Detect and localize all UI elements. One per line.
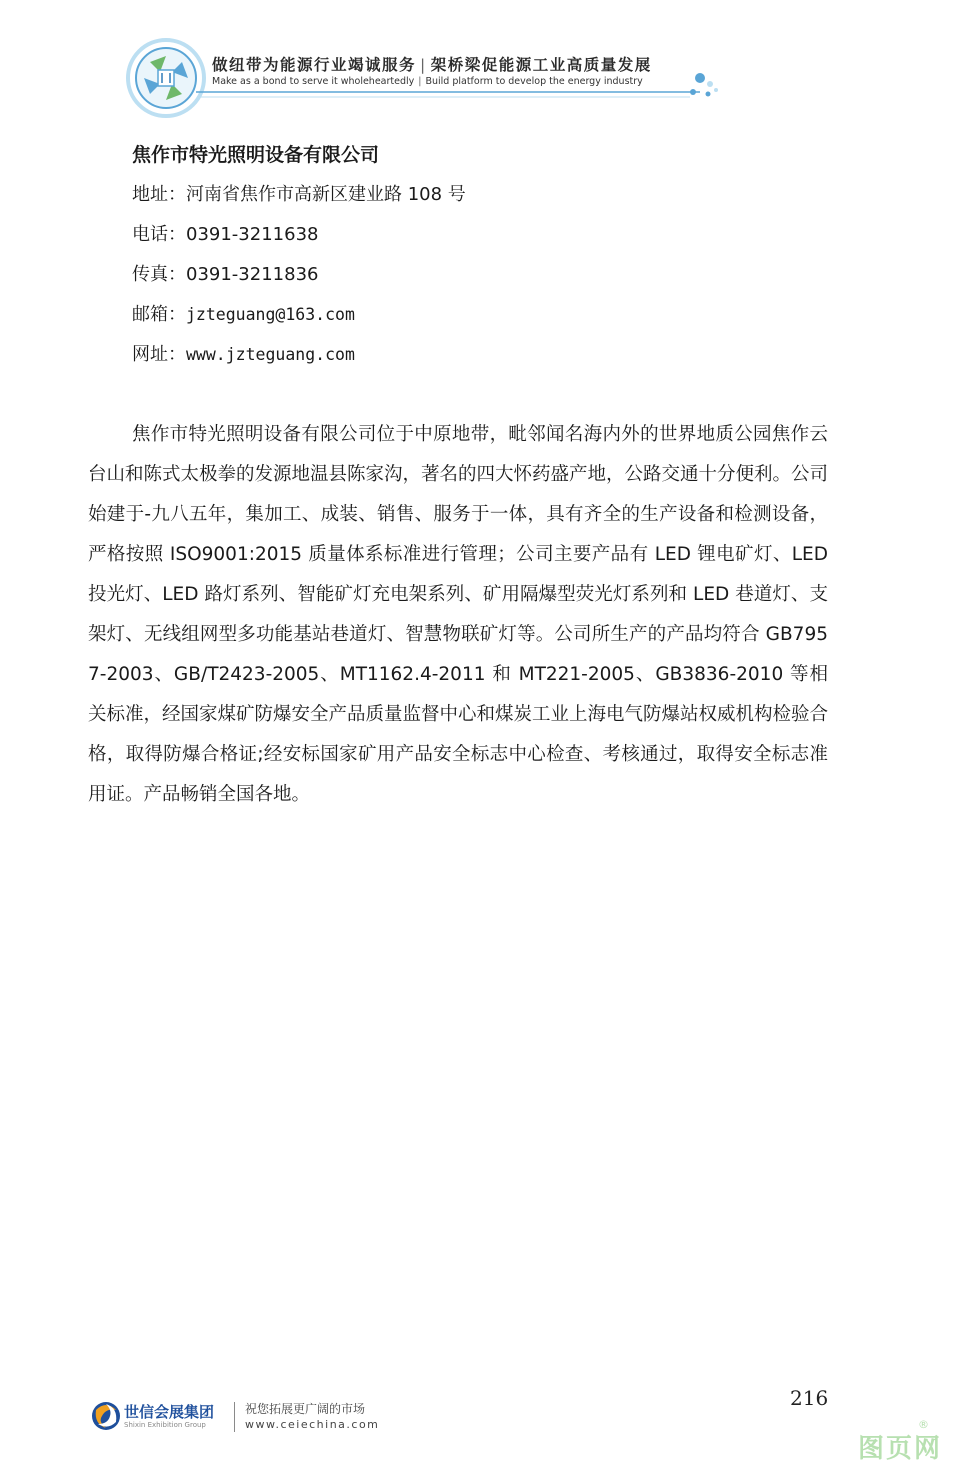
slogan-separator: |: [418, 76, 422, 87]
email-label: 邮箱：: [132, 304, 186, 325]
shixin-swirl-icon: [92, 1402, 120, 1430]
address-label: 地址：: [132, 184, 186, 205]
slogan-en-right: Build platform to develop the energy industry: [425, 76, 643, 87]
page-number: 216: [790, 1386, 829, 1410]
fax-value: 0391-3211836: [186, 264, 319, 285]
footer-brand-en: Shixin Exhibition Group: [124, 1421, 206, 1429]
header-dot: [714, 88, 718, 92]
footer-url[interactable]: www.ceiechina.com: [245, 1418, 380, 1431]
fax-line: [132, 260, 832, 290]
header-slogan-cn: [212, 53, 652, 75]
header-dot: [707, 81, 713, 87]
website-value: www.jzteguang.com: [186, 345, 355, 364]
footer-tagline: 祝您拓展更广阔的市场: [245, 1402, 366, 1416]
slogan-cn-right: 架桥梁促能源工业高质量发展: [430, 56, 652, 74]
phone-line: [132, 220, 832, 250]
page-header: [0, 0, 980, 130]
watermark-registered-mark: ®: [918, 1418, 929, 1431]
website-label: 网址：: [132, 344, 186, 365]
header-dot: [706, 92, 711, 97]
address-line: [132, 180, 832, 210]
website-line: [132, 340, 832, 370]
address-value: 河南省焦作市高新区建业路 108 号: [186, 184, 466, 205]
footer-brand: 世信会展集团: [124, 1403, 215, 1421]
footer-divider: [234, 1402, 235, 1432]
fax-label: 传真：: [132, 264, 186, 285]
phone-label: 电话：: [132, 224, 186, 245]
company-description: 焦作市特光照明设备有限公司位于中原地带，毗邻闻名海内外的世界地质公园焦作云台山和陈式太极拳的发源地温县陈家沟，著名的四大怀药盛产地，公路交通十分便利。公司始建于-九八五年，集加工、成装、销售、服务于一体，具有齐全的生产设备和检测设备，严格按照 ISO9001:2015 质量体系标准进行管理；公司主要产品有 LED 锂电矿灯、LED 投光灯、LED 路灯系列、智能矿灯充电架系列、矿用隔爆型荧光灯系列和 LED 巷道灯、支架灯、无线组网型多功能基站巷道灯、智慧物联矿灯等。公司所生产的产品均符合 GB7957-2003、GB/T2423-2005、MT1162.4-2011 和 MT221-2005、GB3836-2010 等相关标准，经国家煤矿防爆安全产品质量监督中心和煤炭工业上海电气防爆站权威机构检验合格，取得防爆合格证;经安标国家矿用产品安全标志中心检查、考核通过，取得安全标志准用证。产品畅销全国各地。: [88, 424, 829, 805]
email-value: jzteguang@163.com: [186, 305, 355, 324]
email-line: [132, 300, 832, 330]
contact-block: [132, 140, 832, 380]
header-dot: [690, 89, 696, 95]
company-name: 焦作市特光照明设备有限公司: [132, 144, 380, 166]
slogan-cn-left: 做纽带为能源行业竭诚服务: [212, 56, 417, 74]
slogan-separator: |: [420, 56, 427, 74]
header-dot: [695, 73, 705, 83]
header-slogan-en: [212, 76, 643, 87]
watermark: 图页网: [858, 1434, 943, 1464]
slogan-en-left: Make as a bond to serve it wholeheartedly: [212, 76, 415, 87]
phone-value: 0391-3211638: [186, 224, 319, 245]
